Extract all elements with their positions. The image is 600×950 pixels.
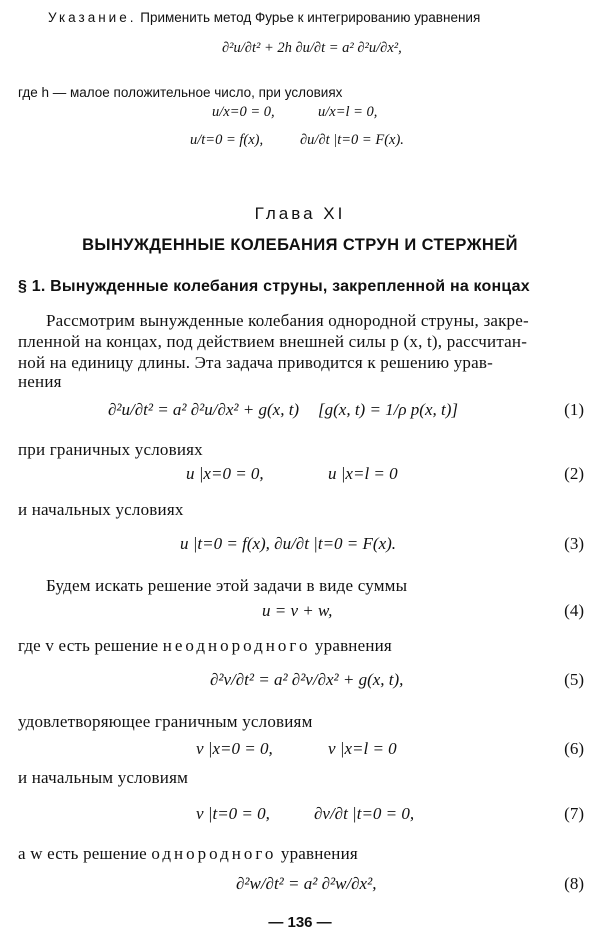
hint-cond-1a: u/x=0 = 0,	[212, 104, 275, 120]
page-number: — 136 —	[268, 914, 332, 931]
paragraph-line: Рассмотрим вынужденные колебания однородной струны, закре-	[46, 311, 529, 330]
hint-where-text: где h — малое положительное число, при условиях	[18, 85, 343, 100]
equation-7a: v |t=0 = 0,	[196, 804, 270, 823]
equation-6b: v |x=l = 0	[328, 739, 397, 758]
chapter-label: Глава XI	[254, 204, 346, 223]
equation-7b: ∂v/∂t |t=0 = 0,	[314, 804, 415, 823]
hint-cond-2a: u/t=0 = f(x),	[190, 132, 264, 148]
equation-8: ∂²w/∂t² = a² ∂²w/∂x²,	[236, 874, 377, 893]
hint-text: Применить метод Фурье к интегрированию уравнения	[136, 10, 481, 25]
hint-equation: ∂²u/∂t² + 2h ∂u/∂t = a² ∂²u/∂x²,	[222, 40, 402, 56]
chapter-title: ВЫНУЖДЕННЫЕ КОЛЕБАНИЯ СТРУН И СТЕРЖНЕЙ	[82, 236, 518, 254]
equation-4-number: (4)	[564, 601, 584, 620]
paragraph-line: ной на единицу длины. Эта задача приводится к решению урав-	[18, 353, 493, 372]
hint-cond-2b: ∂u/∂t |t=0 = F(x).	[300, 132, 404, 148]
text-v-a: где v есть решение	[18, 636, 163, 655]
equation-2b: u |x=l = 0	[328, 464, 398, 483]
text-satisfying: удовлетворяющее граничным условиям	[18, 712, 313, 731]
text-v-c: уравнения	[310, 636, 392, 655]
equation-2-number: (2)	[564, 464, 584, 483]
equation-5: ∂²v/∂t² = a² ∂²v/∂x² + g(x, t),	[210, 670, 404, 689]
text-boundary: при граничных условиях	[18, 440, 203, 459]
hint-line	[48, 10, 584, 25]
text-v-line	[18, 636, 584, 656]
equation-1-main: ∂²u/∂t² = a² ∂²u/∂x² + g(x, t)	[108, 400, 300, 419]
section-title: § 1. Вынужденные колебания струны, закрепленной на концах	[18, 278, 530, 295]
equation-5-number: (5)	[564, 670, 584, 689]
equation-3-number: (3)	[564, 534, 584, 553]
paragraph-line: нения	[18, 372, 62, 391]
text-w-line	[18, 844, 584, 864]
equation-8-number: (8)	[564, 874, 584, 893]
equation-7-number: (7)	[564, 804, 584, 823]
text-v-b: неоднородного	[162, 636, 311, 655]
text-w-c: уравнения	[276, 844, 358, 863]
equation-1-number: (1)	[564, 400, 584, 419]
equation-2a: u |x=0 = 0,	[186, 464, 264, 483]
text-initial: и начальных условиях	[18, 500, 184, 519]
text-sum: Будем искать решение этой задачи в виде суммы	[46, 576, 408, 595]
text-w-a: а w есть решение	[18, 844, 152, 863]
text-initial-2: и начальным условиям	[18, 768, 189, 787]
equation-3: u |t=0 = f(x), ∂u/∂t |t=0 = F(x).	[180, 534, 397, 553]
equation-6a: v |x=0 = 0,	[196, 739, 273, 758]
equation-1-bracket: [g(x, t) = 1/ρ p(x, t)]	[318, 400, 459, 419]
text-w-b: однородного	[151, 844, 277, 863]
equation-4: u = v + w,	[262, 601, 333, 620]
hint-label: Указание.	[48, 10, 137, 25]
hint-cond-1b: u/x=l = 0,	[318, 104, 378, 120]
paragraph-line: пленной на концах, под действием внешней силы p (x, t), рассчитан-	[18, 332, 528, 351]
equation-6-number: (6)	[564, 739, 584, 758]
